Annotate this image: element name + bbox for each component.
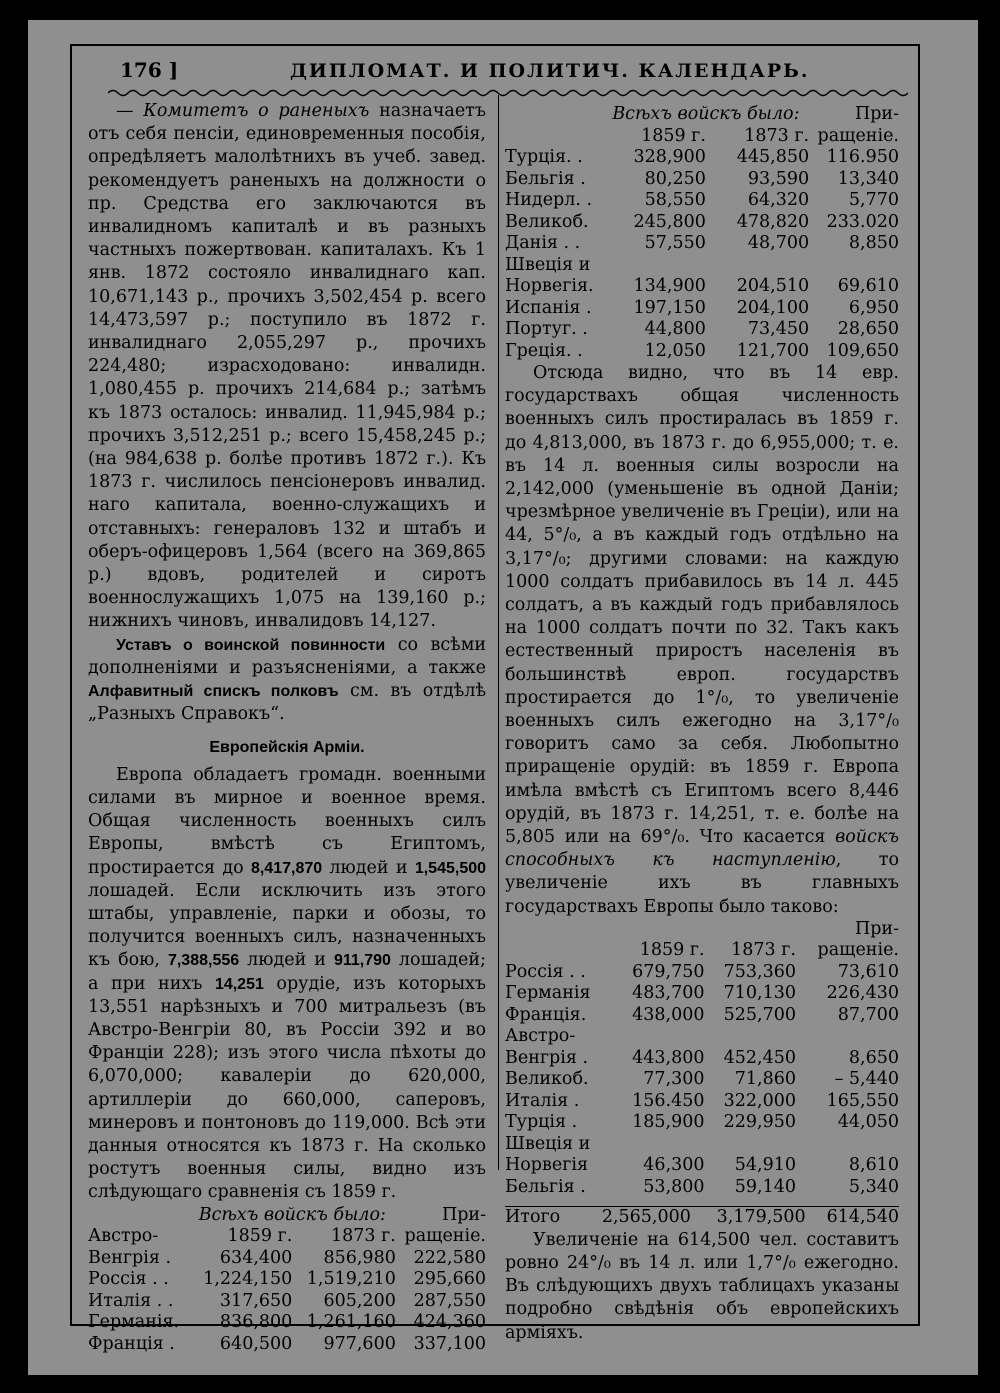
table-row <box>505 1069 899 1091</box>
table-cell: 836,800 <box>219 1312 293 1333</box>
conclusion-paragraph: Увеличеніе на 614,500 чел. составитъ ровно 24°/₀ въ 14 л. или 1,7°/₀ ежегодно. Въ слѣдующихъ двухъ таблицахъ указаны подробно свѣдѣнія объ европейскихъ арміяхъ. <box>505 1229 899 1343</box>
analysis-paragraph <box>505 362 899 919</box>
table-cell: Германія <box>505 983 591 1004</box>
table-cell: 134,900 <box>633 276 706 296</box>
table-cell: 44,050 <box>837 1112 899 1133</box>
table-caption: Всѣхъ войскъ было: <box>612 104 800 124</box>
table-cell: Италія . . <box>88 1290 174 1311</box>
table-cell <box>796 1134 899 1156</box>
analysis-text: Отсюда видно, что въ 14 евр. государствахъ общая численность военныхъ силъ простиралась въ 1859 г. до 4,813,000, въ 1873 г. до 6,955,000; т. е. въ 14 л. военныя силы возросли на 2,142,000 (уменьшеніе въ одной Даніи; чрезмѣрное увеличеніе въ Греціи), или на 44, 5°/₀, а въ каждый годъ отдѣльно на 3,17°/₀; другими словами: на каждую 1000 солдатъ прибавилось въ 14 л. 445 солдатъ, а въ каждый годъ прибавлялось на 1000 солдатъ почти по 32. Такъ какъ естественный приростъ населенія въ большинствѣ европ. государствъ простирается до 1°/₀, то увеличеніе военныхъ силъ ежегодно на 3,17°/₀ говоритъ само за себя. Любопытно приращеніе орудій: въ 1859 г. Европа имѣла вмѣстѣ съ Египтомъ всего 8,446 орудій, въ 1873 г. 14,251, т. е. болѣе на 5,805 или на 69°/₀. Что касается <box>505 363 899 848</box>
table-header: При- <box>441 1204 486 1225</box>
table-cell: 317,650 <box>219 1290 293 1311</box>
table-cell: Россія . . <box>505 961 586 982</box>
table-row <box>505 1177 899 1199</box>
table-cell <box>613 1026 704 1048</box>
table-cell: 13,340 <box>837 168 899 189</box>
table-cell <box>613 919 704 941</box>
table-row <box>88 1248 486 1270</box>
statute-paragraph <box>88 634 486 727</box>
running-title: ДИПЛОМАТ. И ПОЛИТИЧ. КАЛЕНДАРЬ. <box>290 60 810 82</box>
table-cell: Греція. . <box>505 340 583 361</box>
table-cell <box>796 1026 899 1048</box>
table-row <box>88 1291 486 1313</box>
table-row <box>505 298 899 320</box>
table-row <box>505 1207 899 1229</box>
table-cell: 71,860 <box>734 1069 796 1090</box>
page-number: 176 ] <box>120 58 179 82</box>
table-cell: 287,550 <box>413 1290 486 1311</box>
table-cell <box>705 1134 796 1156</box>
table-row <box>505 147 899 169</box>
table-cell: 525,700 <box>723 1004 796 1025</box>
table-cell: 977,600 <box>323 1333 396 1354</box>
table-cell: 59,140 <box>734 1176 796 1197</box>
table-cell <box>603 255 706 277</box>
table-cell: 3,179,500 <box>716 1207 806 1228</box>
table-cell: Италія . <box>505 1090 580 1111</box>
table-cell <box>505 919 613 941</box>
armies-text-3: лошадей. Если исключить изъ этого штабы, управленіе, парки и обозы, то получится военныхъ силъ, назначенныхъ къ бою, <box>88 880 486 971</box>
table-header: ращеніе. <box>817 125 899 146</box>
table-cell: 2,565,000 <box>601 1207 691 1228</box>
armies-text-4: людей и <box>239 950 334 971</box>
table-cell: 483,700 <box>632 983 705 1004</box>
committee-paragraph <box>88 100 486 634</box>
troops-table-1-continued <box>505 104 899 362</box>
table-row <box>505 962 899 984</box>
table-header: При- <box>854 918 899 939</box>
table-row <box>505 1026 899 1048</box>
table-cell: 679,750 <box>632 961 705 982</box>
table-cell: 58,550 <box>644 190 706 210</box>
table-cell: 116.950 <box>826 147 899 167</box>
table-cell: 185,900 <box>632 1112 705 1133</box>
table-cell: 53,800 <box>643 1176 705 1197</box>
table-cell: 109,650 <box>826 340 899 361</box>
table-cell: Великоб. <box>505 1069 589 1090</box>
committee-title: — Комитетъ о раненыхъ <box>116 101 370 121</box>
armies-text-1: Европа обладаетъ громадн. военными силами въ мирное и военное время. Общая численность военныхъ силъ Европы, вмѣстѣ съ Египтомъ, простирается до <box>88 764 486 878</box>
table-cell <box>809 255 899 277</box>
table-cell: Бельгія . <box>505 168 586 189</box>
table-cell: – 5,440 <box>834 1069 899 1090</box>
table-cell: 57,550 <box>644 233 706 253</box>
table-row <box>88 1334 486 1356</box>
table-cell: 197,150 <box>633 297 706 318</box>
table-cell: 46,300 <box>643 1155 705 1176</box>
table-row <box>505 1134 899 1156</box>
table-cell: 478,820 <box>736 211 810 232</box>
statute-title: Уставъ о воинской повинности <box>116 636 386 654</box>
table-cell <box>705 1026 796 1048</box>
armies-paragraph <box>88 764 486 1205</box>
table-cell: Венгрія . <box>88 1247 172 1268</box>
table-cell: 204,100 <box>736 297 810 318</box>
table-cell: 64,320 <box>747 190 810 210</box>
table-cell: 1,261,160 <box>306 1312 396 1333</box>
table-header: 1859 г. <box>639 940 705 961</box>
table-row <box>88 1312 486 1334</box>
table-cell: Россія . . <box>88 1269 169 1290</box>
table-row <box>505 1091 899 1113</box>
table-cell: Франція. <box>505 1004 587 1025</box>
armies-combat-horses: 911,790 <box>333 952 391 970</box>
table-cell: Франція . <box>88 1333 175 1354</box>
table-header: Австро- <box>88 1226 159 1247</box>
table-row <box>505 1112 899 1134</box>
table-row <box>88 1269 486 1291</box>
table-cell: 69,610 <box>837 276 899 296</box>
table-cell: 222,580 <box>413 1247 486 1268</box>
armies-text-6: орудіе, изъ которыхъ 13,551 нарѣзныхъ и 700 митральезъ (въ Австро-Венгріи 80, въ Россіи 392 и во Франціи 228); изъ этого числа пѣхоты до 6,070,000; кавалеріи до 620,000, артиллеріи до 660,000, саперовъ, минеровъ и понтоновъ до 119,000. Всѣ эти данныя относятся къ 1873 г. На сколько ростутъ военныя силы, видно изъ слѣдующаго сравненія съ 1859 г. <box>88 973 487 1203</box>
troops-table-1 <box>88 1205 486 1356</box>
table-cell: Итого <box>505 1207 561 1228</box>
table-cell <box>505 940 613 962</box>
table-cell: 614,540 <box>826 1207 899 1228</box>
table-cell: 73,610 <box>837 961 899 982</box>
table-cell: 452,450 <box>723 1047 796 1068</box>
table-cell: Норвегія. <box>505 276 594 296</box>
section-heading: Европейскія Арміи. <box>209 739 365 757</box>
table-cell <box>505 126 603 148</box>
table-header: 1873 г. <box>731 940 796 961</box>
table-cell: 229,950 <box>723 1112 796 1133</box>
analysis-emphasis: войскъ способныхъ къ наступленію <box>505 827 899 871</box>
running-header <box>72 46 914 90</box>
table-cell: 54,910 <box>734 1155 796 1176</box>
table-cell: 753,360 <box>723 961 796 982</box>
table-cell <box>705 919 796 941</box>
offensive-troops-table <box>505 919 899 1199</box>
table-cell: Швеція и <box>505 1133 591 1154</box>
table-cell: 44,800 <box>644 319 706 339</box>
table-cell: 443,800 <box>632 1047 705 1068</box>
table-row <box>505 319 899 341</box>
table-cell: Австро- <box>505 1026 576 1047</box>
table-cell: 48,700 <box>747 233 810 253</box>
table-cell: 77,300 <box>643 1069 705 1090</box>
statute-text-2: см. въ отдѣлѣ „Разныхъ Справокъ“. <box>88 681 486 725</box>
table-cell: 6,950 <box>848 297 899 318</box>
table-cell: 445,850 <box>736 147 810 167</box>
right-column <box>505 104 899 1345</box>
table-cell <box>613 1134 704 1156</box>
committee-text: назначаетъ отъ себя пенсіи, единовременныя пособія, опредѣляетъ малолѣтнихъ въ учеб. завед. рекомендуетъ раненыхъ на должности о пр. Средства его заключаются въ инвалидномъ капиталѣ и въ разныхъ частныхъ пожертвован. капиталахъ. Къ 1 янв. 1872 состояло инвалиднаго кап. 10,671,143 р., прочихъ 3,502,454 р. всего 14,473,597 р.; поступило въ 1872 г. инвалиднаго 2,055,297 р., прочихъ 224,480; израсходовано: инвалидн. 1,080,455 р. прочихъ 214,684 р.; затѣмъ къ 1873 осталось: инвалид. 11,945,984 р.; прочихъ 3,512,251 р.; всего 15,458,245 р.; (на 984,638 р. болѣе противъ 1872 г.). Къ 1873 г. числилось пенсіонеровъ инвалид. наго капитала, военно-служащихъ и отставныхъ: генераловъ 132 и штабъ и оберъ-офицеровъ 1,564 (всего на 369,865 р.) вдовъ, родителей и сиротъ военнослужащихъ 1,075 на 139,160 р.; нижнихъ чиновъ, инвалидовъ 14,127. <box>88 101 486 632</box>
table-cell: 165,550 <box>826 1090 899 1111</box>
table-cell: 156.450 <box>632 1090 705 1111</box>
table-cell <box>706 255 809 277</box>
armies-text-2: людей и <box>322 857 415 878</box>
table-cell: Бельгія . <box>505 1176 586 1197</box>
table-cell: 5,770 <box>848 190 899 210</box>
analysis-text-end: , то увеличеніе ихъ въ главныхъ государствахъ Европы было таково: <box>505 850 899 917</box>
table-cell: 8,650 <box>848 1047 899 1068</box>
table-cell: Турція. . <box>505 147 583 167</box>
table-cell: Венгрія . <box>505 1047 589 1068</box>
table-cell: 73,450 <box>747 319 810 339</box>
left-column <box>88 100 486 1355</box>
table-cell: Норвегія <box>505 1155 589 1176</box>
table-cell: Данія . . <box>505 233 581 253</box>
table-row <box>505 341 899 363</box>
table-cell: 8,610 <box>848 1155 899 1176</box>
table-cell: 337,100 <box>413 1333 486 1354</box>
table-cell <box>88 1205 189 1227</box>
table-header: 1873 г. <box>744 125 810 146</box>
table-row <box>505 255 899 277</box>
table-row <box>505 169 899 191</box>
regiments-list-title: Алфавитный спискъ полковъ <box>88 683 339 701</box>
total-row <box>505 1206 899 1229</box>
table-row <box>505 1155 899 1177</box>
table-cell: Португ. . <box>505 319 588 339</box>
table-row <box>505 1005 899 1027</box>
armies-total-men: 8,417,870 <box>250 859 323 877</box>
table-cell: 856,980 <box>323 1247 396 1268</box>
table-cell: 12,050 <box>644 340 706 361</box>
table-header: ращеніе. <box>404 1226 486 1247</box>
table-cell: 710,130 <box>723 983 796 1004</box>
table-row <box>505 190 899 212</box>
table-cell: 322,000 <box>723 1090 796 1111</box>
table-row <box>505 233 899 255</box>
table-cell: 5,340 <box>848 1176 899 1197</box>
table-cell: 424,360 <box>413 1312 486 1333</box>
table-header: 1859 г. <box>227 1226 293 1247</box>
table-row <box>505 212 899 234</box>
armies-combat-men: 7,388,556 <box>167 952 240 970</box>
table-cell: 438,000 <box>632 1004 705 1025</box>
table-cell: 233.020 <box>826 211 899 232</box>
table-header: При- <box>854 104 899 124</box>
table-cell: 93,590 <box>747 168 810 189</box>
table-header: ращеніе. <box>817 940 899 961</box>
armies-guns: 14,251 <box>214 975 264 993</box>
table-cell: 634,400 <box>219 1247 293 1268</box>
table-cell: 8,850 <box>848 233 899 253</box>
table-cell: 80,250 <box>644 168 706 189</box>
table-row <box>505 276 899 298</box>
table-cell: 605,200 <box>323 1290 396 1311</box>
table-cell: 328,900 <box>633 147 706 167</box>
table-header: 1873 г. <box>331 1226 396 1247</box>
table-row <box>505 1048 899 1070</box>
table-row <box>505 983 899 1005</box>
table-cell: 226,430 <box>826 983 899 1004</box>
table-caption: Всѣхъ войскъ было: <box>198 1204 386 1225</box>
table-cell: Турція . <box>505 1112 578 1133</box>
table-cell: Германія. <box>88 1312 180 1333</box>
table-cell: 28,650 <box>837 319 899 339</box>
table-cell: Великоб. <box>505 211 589 232</box>
table-cell: 1,224,150 <box>203 1269 293 1290</box>
column-divider <box>498 95 499 1170</box>
table-cell <box>505 104 603 126</box>
table-cell: 121,700 <box>736 340 810 361</box>
table-cell: 204,510 <box>736 276 810 296</box>
armies-text-5: лошадей; а при нихъ <box>88 950 486 994</box>
table-cell: 245,800 <box>633 211 706 232</box>
wavy-rule <box>108 86 908 100</box>
table-cell: 295,660 <box>413 1269 486 1290</box>
statute-text-1: со всѣми дополненіями и разъясненіями, а также <box>88 634 487 678</box>
table-cell: 1,519,210 <box>306 1269 396 1290</box>
table-cell: 87,700 <box>837 1004 899 1025</box>
table-cell: Испанія . <box>505 297 592 318</box>
table-header: 1859 г. <box>641 125 706 146</box>
table-cell: Нидерл. . <box>505 190 593 210</box>
table-cell: Швеція и <box>505 254 591 275</box>
table-cell: 640,500 <box>219 1333 293 1354</box>
armies-total-horses: 1,545,500 <box>414 859 487 877</box>
